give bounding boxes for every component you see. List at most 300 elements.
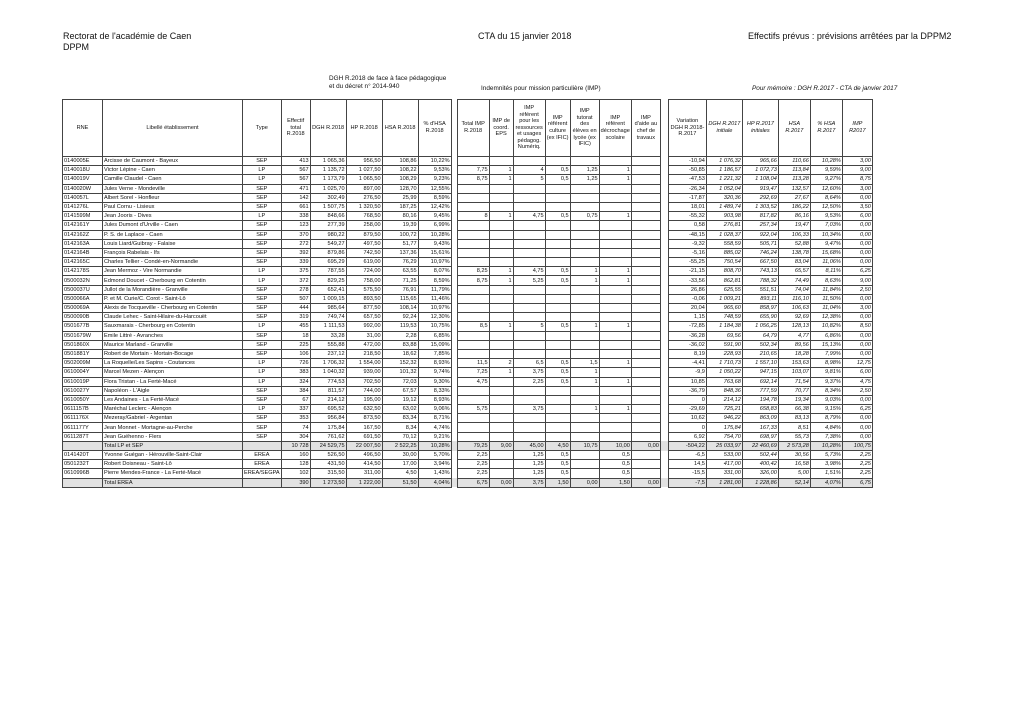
table-cell: 304	[281, 432, 310, 441]
table-cell	[545, 258, 570, 267]
table-cell: 9,15%	[810, 405, 842, 414]
table-cell: 5,70%	[418, 451, 451, 460]
table-cell: SEP	[243, 239, 282, 248]
table-cell: 0501679W	[63, 331, 103, 340]
table-cell: 2 522,25	[382, 441, 418, 450]
table-cell	[631, 157, 660, 166]
table-cell: 5,75	[457, 405, 489, 414]
table-cell: 992,00	[346, 322, 382, 331]
table-cell: LP	[243, 166, 282, 175]
table-cell: 0611157B	[63, 405, 103, 414]
table-cell: Flora Tristan - La Ferté-Macé	[103, 377, 243, 386]
table-cell: 0,00	[842, 230, 872, 239]
table-cell: 0611287T	[63, 432, 103, 441]
table-cell: 71,54	[778, 377, 810, 386]
table-cell: Total LP et SEP	[103, 441, 243, 450]
table-cell	[570, 460, 599, 469]
table-cell	[570, 340, 599, 349]
table-cell: 1,25	[570, 175, 599, 184]
table-cell: 0	[668, 423, 706, 432]
table-cell: SEP	[243, 193, 282, 202]
table-cell: 22 007,50	[346, 441, 382, 450]
table-cell: 750,54	[706, 258, 742, 267]
table-cell: 0,00	[842, 193, 872, 202]
table-cell: -4,41	[668, 359, 706, 368]
table-cell: 160	[281, 451, 310, 460]
table-cell: Jules Verne - Mondeville	[103, 184, 243, 193]
table-cell: 258,00	[346, 221, 382, 230]
table-cell: SEP	[243, 313, 282, 322]
table-cell: 1 706,32	[310, 359, 346, 368]
table-cell: 0142161Y	[63, 221, 103, 230]
table-cell: 11,46%	[418, 294, 451, 303]
table-cell: 6,85%	[418, 331, 451, 340]
table-cell: 1	[489, 276, 513, 285]
table-cell: -504,22	[668, 441, 706, 450]
table-cell: -36,28	[668, 331, 706, 340]
table-cell: 2 573,28	[778, 441, 810, 450]
table-cell: 2,50	[842, 285, 872, 294]
table-cell	[457, 395, 489, 404]
table-cell	[570, 414, 599, 423]
table-cell: 338	[281, 212, 310, 221]
table-cell: SEP	[243, 184, 282, 193]
table-row	[63, 349, 873, 358]
table-cell	[570, 294, 599, 303]
table-cell: 11,04%	[810, 304, 842, 313]
table-cell: 0,00	[842, 258, 872, 267]
table-cell	[457, 340, 489, 349]
table-cell: 80,16	[382, 212, 418, 221]
table-cell	[545, 386, 570, 395]
table-cell: 947,15	[742, 368, 778, 377]
gap-cell	[660, 175, 668, 184]
table-cell: 70,77	[778, 386, 810, 395]
table-cell: 7,85%	[418, 349, 451, 358]
table-cell: 5	[513, 322, 545, 331]
table-cell: 455	[281, 322, 310, 331]
table-cell	[631, 212, 660, 221]
table-cell: 92,69	[778, 313, 810, 322]
table-cell: 67	[281, 395, 310, 404]
table-cell	[631, 469, 660, 478]
table-cell	[631, 184, 660, 193]
table-cell: 6,5	[513, 359, 545, 368]
table-cell: 83,88	[382, 340, 418, 349]
table-cell: 83,13	[778, 414, 810, 423]
table-row	[63, 276, 873, 285]
table-cell: François Rabelais - Ifs	[103, 248, 243, 257]
table-cell: 237,12	[310, 349, 346, 358]
table-cell: 1	[599, 405, 631, 414]
table-cell: Marcel Mezen - Alençon	[103, 368, 243, 377]
table-row	[63, 175, 873, 184]
table-cell: 6,00	[842, 368, 872, 377]
table-cell	[599, 157, 631, 166]
table-cell: LP	[243, 359, 282, 368]
table-cell: 1,25	[513, 451, 545, 460]
table-cell: 2,25	[513, 377, 545, 386]
table-cell: 76,29	[382, 258, 418, 267]
gap-cell	[660, 478, 668, 487]
table-cell: SEP	[243, 157, 282, 166]
table-cell: Paul Cornu - Lisieux	[103, 202, 243, 211]
col-imp-chef: IMP d'aide au chef de travaux	[631, 100, 660, 157]
table-cell: 0,00	[842, 423, 872, 432]
table-cell: 1 065,50	[346, 175, 382, 184]
table-cell: 6,00	[842, 212, 872, 221]
gap-cell	[660, 221, 668, 230]
table-cell: 0,5	[599, 451, 631, 460]
table-cell: 2,25	[457, 451, 489, 460]
gap-cell	[660, 349, 668, 358]
table-cell	[570, 230, 599, 239]
gap-cell	[660, 258, 668, 267]
table-cell: SEP	[243, 294, 282, 303]
table-cell	[489, 469, 513, 478]
table-cell: 471	[281, 184, 310, 193]
table-cell: 0140018U	[63, 166, 103, 175]
table-cell: 14,5	[668, 460, 706, 469]
table-cell: 66,38	[778, 405, 810, 414]
table-cell	[545, 331, 570, 340]
table-cell: 0500037U	[63, 285, 103, 294]
table-cell: 1 052,04	[706, 184, 742, 193]
table-cell: 106,63	[778, 304, 810, 313]
table-cell: 2,25	[842, 469, 872, 478]
table-cell: 0,00	[631, 478, 660, 487]
table-cell: 8,75	[842, 175, 872, 184]
table-cell	[457, 184, 489, 193]
table-cell	[545, 221, 570, 230]
table-cell: -0,06	[668, 294, 706, 303]
gap-cell	[660, 248, 668, 257]
table-cell: 0,5	[545, 368, 570, 377]
table-cell: 0,5	[545, 359, 570, 368]
table-row	[63, 221, 873, 230]
table-cell: 551,51	[742, 285, 778, 294]
table-cell: SEP	[243, 423, 282, 432]
table-cell: 4	[513, 166, 545, 175]
table-cell: 9,81%	[810, 368, 842, 377]
table-cell	[570, 202, 599, 211]
table-cell: 138,78	[778, 248, 810, 257]
table-cell	[489, 313, 513, 322]
table-cell: 1 184,38	[706, 322, 742, 331]
table-cell: -36,02	[668, 340, 706, 349]
table-cell: 1	[599, 276, 631, 285]
table-cell: LP	[243, 322, 282, 331]
table-cell: 8,19	[668, 349, 706, 358]
table-cell: 0611176X	[63, 414, 103, 423]
table-cell: 725,21	[706, 405, 742, 414]
table-cell: 0,58	[668, 221, 706, 230]
table-cell	[489, 386, 513, 395]
table-cell	[489, 331, 513, 340]
table-cell	[545, 395, 570, 404]
table-row	[63, 432, 873, 441]
table-cell: 4,04%	[418, 478, 451, 487]
table-cell: 965,60	[706, 304, 742, 313]
table-cell: 0141276L	[63, 202, 103, 211]
table-cell: 119,53	[382, 322, 418, 331]
table-cell: 2	[489, 359, 513, 368]
gap-cell	[660, 304, 668, 313]
table-cell: 0,5	[545, 212, 570, 221]
table-cell	[513, 414, 545, 423]
table-cell: 0140020W	[63, 184, 103, 193]
table-cell: 12,50%	[810, 202, 842, 211]
gap-cell	[660, 368, 668, 377]
table-cell	[545, 349, 570, 358]
table-cell: SEP	[243, 258, 282, 267]
table-cell: 695,52	[310, 405, 346, 414]
table-cell: 10,75	[570, 441, 599, 450]
table-cell: 51,50	[382, 478, 418, 487]
table-cell: -5,16	[668, 248, 706, 257]
table-cell	[457, 258, 489, 267]
table-cell	[489, 377, 513, 386]
table-cell	[457, 239, 489, 248]
table-row	[63, 395, 873, 404]
table-cell	[457, 349, 489, 358]
table-cell: 30,56	[778, 451, 810, 460]
table-cell: 692,14	[742, 377, 778, 386]
table-cell	[599, 395, 631, 404]
table-cell	[489, 423, 513, 432]
table-cell: 153,63	[778, 359, 810, 368]
table-cell	[545, 239, 570, 248]
table-cell	[457, 423, 489, 432]
table-cell: 1 040,32	[310, 368, 346, 377]
table-cell: 8,25	[457, 267, 489, 276]
table-cell: 431,50	[310, 460, 346, 469]
table-cell	[631, 193, 660, 202]
table-cell: SEP	[243, 331, 282, 340]
table-cell	[545, 184, 570, 193]
table-cell: 19,34	[778, 395, 810, 404]
table-cell	[631, 423, 660, 432]
table-cell	[570, 386, 599, 395]
table-cell: 2,50	[842, 386, 872, 395]
table-cell	[599, 239, 631, 248]
table-cell: 555,88	[310, 340, 346, 349]
table-cell: 1 273,50	[310, 478, 346, 487]
table-cell: 10,28%	[810, 157, 842, 166]
table-cell: 502,34	[742, 340, 778, 349]
table-cell: SEP	[243, 285, 282, 294]
table-cell: Jullot de la Morandière - Granville	[103, 285, 243, 294]
table-cell	[631, 166, 660, 175]
table-cell	[457, 193, 489, 202]
table-cell: 2,25	[457, 460, 489, 469]
table-cell: 18,01	[668, 202, 706, 211]
table-cell: 51,77	[382, 239, 418, 248]
table-row	[63, 239, 873, 248]
table-cell: 1 557,10	[742, 359, 778, 368]
table-cell: 12,60%	[810, 184, 842, 193]
table-cell	[545, 285, 570, 294]
table-cell: 4,74%	[418, 423, 451, 432]
gap-cell	[660, 294, 668, 303]
table-cell	[570, 432, 599, 441]
table-cell: 18	[281, 331, 310, 340]
table-cell: 9,43%	[418, 239, 451, 248]
table-cell: 10,00	[599, 441, 631, 450]
table-cell	[489, 184, 513, 193]
table-cell	[599, 294, 631, 303]
col-variation: Variation DGH R.2018-R.2017	[668, 100, 706, 157]
table-row	[63, 202, 873, 211]
table-cell: Total EREA	[103, 478, 243, 487]
gap-cell	[660, 230, 668, 239]
table-cell	[489, 193, 513, 202]
table-cell: 2,28	[382, 331, 418, 340]
table-cell: 1 050,22	[706, 368, 742, 377]
table-cell: 83,04	[778, 258, 810, 267]
table-cell: 71,25	[382, 276, 418, 285]
table-cell: Alexis de Tocqueville - Cherbourg en Cotentin	[103, 304, 243, 313]
table-cell: 0	[668, 395, 706, 404]
table-cell: 1,5	[570, 359, 599, 368]
table-cell: 655,90	[742, 313, 778, 322]
table-cell: 372	[281, 276, 310, 285]
col-rne: RNE	[63, 100, 103, 157]
table-cell: P. S. de Laplace - Caen	[103, 230, 243, 239]
table-cell: Jean Mermoz - Vire Normandie	[103, 267, 243, 276]
table-row	[63, 460, 873, 469]
table-cell: Albert Sorel - Honfleur	[103, 193, 243, 202]
table-cell: 0500032N	[63, 276, 103, 285]
table-cell: 1 303,52	[742, 202, 778, 211]
table-cell: 4,50	[545, 441, 570, 450]
table-cell	[570, 469, 599, 478]
table-cell: Mezeray/Gabriel - Argentan	[103, 414, 243, 423]
table-cell: 2,25	[457, 469, 489, 478]
table-cell: 276,81	[706, 221, 742, 230]
table-cell	[570, 157, 599, 166]
table-cell: 76,91	[382, 285, 418, 294]
table-cell: 619,00	[346, 258, 382, 267]
table-cell: SEP	[243, 414, 282, 423]
table-cell: 103,07	[778, 368, 810, 377]
table-row	[63, 157, 873, 166]
table-cell: 132,57	[778, 184, 810, 193]
table-cell: 879,86	[310, 248, 346, 257]
table-cell	[599, 221, 631, 230]
table-cell: 15,09%	[418, 340, 451, 349]
table-cell	[599, 304, 631, 313]
table-cell: 167,50	[346, 423, 382, 432]
header-dppm: DPPM	[63, 42, 90, 52]
table-cell: -10,94	[668, 157, 706, 166]
table-cell: 0,00	[842, 221, 872, 230]
gap-cell	[660, 377, 668, 386]
table-cell: -26,34	[668, 184, 706, 193]
table-cell: SEP	[243, 386, 282, 395]
table-cell	[457, 294, 489, 303]
table-cell: 12,75	[842, 359, 872, 368]
table-cell: 0,00	[842, 432, 872, 441]
table-row	[63, 359, 873, 368]
table-cell: LP	[243, 267, 282, 276]
table-cell	[631, 386, 660, 395]
table-cell: 526,50	[310, 451, 346, 460]
table-cell: -17,87	[668, 193, 706, 202]
table-row	[63, 212, 873, 221]
table-cell: 52,88	[778, 239, 810, 248]
table-cell: SEP	[243, 432, 282, 441]
table-cell: EREA	[243, 451, 282, 460]
table-cell: 1 320,50	[346, 202, 382, 211]
table-cell	[489, 395, 513, 404]
table-cell	[545, 248, 570, 257]
table-cell: 903,98	[706, 212, 742, 221]
table-cell: 0501232T	[63, 460, 103, 469]
table-cell	[631, 258, 660, 267]
table-cell: 873,50	[346, 414, 382, 423]
table-cell: 64,79	[742, 331, 778, 340]
table-cell: 893,50	[346, 294, 382, 303]
table-cell: 1	[570, 377, 599, 386]
table-cell: 774,53	[310, 377, 346, 386]
table-cell: 72,03	[382, 377, 418, 386]
table-cell: 392	[281, 248, 310, 257]
table-cell: 0140005E	[63, 157, 103, 166]
table-cell: LP	[243, 377, 282, 386]
table-cell: 848,36	[706, 386, 742, 395]
table-cell: 6,25	[842, 405, 872, 414]
table-cell: 0501881Y	[63, 349, 103, 358]
table-cell: 0501677B	[63, 322, 103, 331]
table-cell: 4,75	[513, 267, 545, 276]
table-cell: 25,99	[382, 193, 418, 202]
table-cell: 0142163A	[63, 239, 103, 248]
table-cell: SEP	[243, 395, 282, 404]
table-cell: 0142165C	[63, 258, 103, 267]
table-cell	[457, 221, 489, 230]
table-cell: 0,00	[842, 294, 872, 303]
gap-cell	[660, 193, 668, 202]
table-cell	[631, 230, 660, 239]
table-cell	[631, 368, 660, 377]
table-cell: Maréchal Leclerc - Alençon	[103, 405, 243, 414]
table-cell	[513, 285, 545, 294]
table-cell: 877,50	[346, 304, 382, 313]
table-cell	[631, 276, 660, 285]
table-cell: 0,00	[842, 340, 872, 349]
table-row	[63, 331, 873, 340]
table-cell: 413	[281, 157, 310, 166]
table-cell: 632,50	[346, 405, 382, 414]
table-cell: Jules Dumont d'Urville - Caen	[103, 221, 243, 230]
table-cell: 175,84	[310, 423, 346, 432]
table-cell: 965,66	[742, 157, 778, 166]
table-cell: 74,49	[778, 276, 810, 285]
table-cell: 8	[457, 212, 489, 221]
table-cell: -48,15	[668, 230, 706, 239]
table-cell: EREA/SEGPA	[244, 470, 280, 477]
table-cell	[631, 340, 660, 349]
table-cell	[489, 285, 513, 294]
table-cell: 0,00	[631, 441, 660, 450]
table-cell: Camille Claudel - Caen	[103, 175, 243, 184]
table-cell: SEP	[243, 349, 282, 358]
table-cell: LP	[243, 175, 282, 184]
table-cell	[570, 423, 599, 432]
table-cell: 370	[281, 230, 310, 239]
table-cell	[599, 202, 631, 211]
